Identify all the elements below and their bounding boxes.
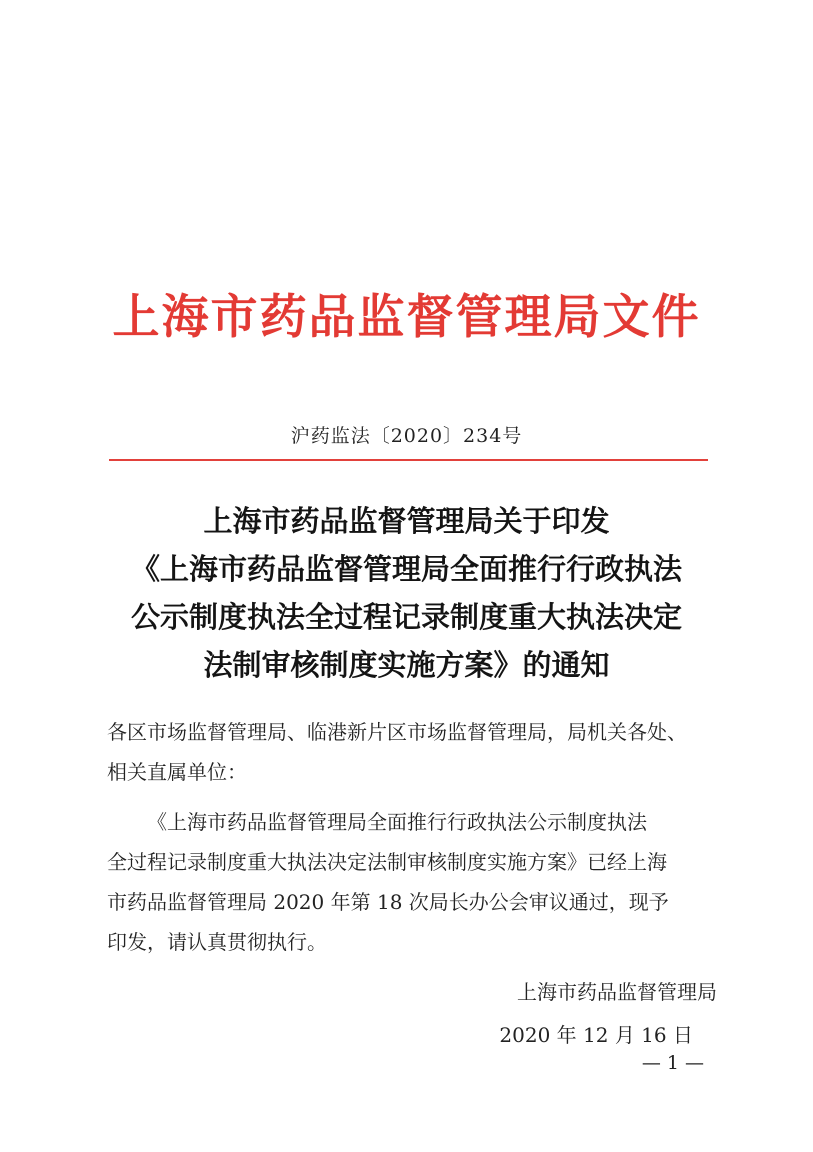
body-line: 全过程记录制度重大执法决定法制审核制度实施方案》已经上海: [107, 850, 667, 874]
document-number: 沪药监法〔2020〕234号: [290, 425, 523, 447]
body-line: 市药品监督管理局 2020 年第 18 次局长办公会审议通过，现予: [107, 890, 669, 914]
signing-authority: 上海市药品监督管理局: [517, 980, 717, 1004]
body-line: 《上海市药品监督管理局全面推行行政执法公示制度执法: [147, 810, 647, 834]
notice-title-line: 公示制度执法全过程记录制度重大执法决定: [130, 600, 682, 634]
red-divider-line: [109, 459, 708, 461]
addressee-line: 相关直属单位：: [107, 760, 247, 784]
addressee-block: [107, 712, 717, 792]
notice-title-line: 上海市药品监督管理局关于印发: [203, 504, 610, 538]
notice-title-line: 《上海市药品监督管理局全面推行行政执法: [130, 552, 682, 586]
issuing-authority-header: 上海市药品监督管理局文件: [112, 290, 701, 345]
notice-title-line: 法制审核制度实施方案》的通知: [203, 648, 610, 682]
body-paragraph: [107, 802, 717, 962]
page-number: — 1 —: [641, 1052, 704, 1074]
body-line: 印发，请认真贯彻执行。: [107, 930, 327, 954]
notice-title: [80, 497, 733, 689]
signing-date: 2020 年 12 月 16 日: [499, 1023, 693, 1047]
addressee-line: 各区市场监督管理局、临港新片区市场监督管理局，局机关各处、: [107, 720, 687, 744]
